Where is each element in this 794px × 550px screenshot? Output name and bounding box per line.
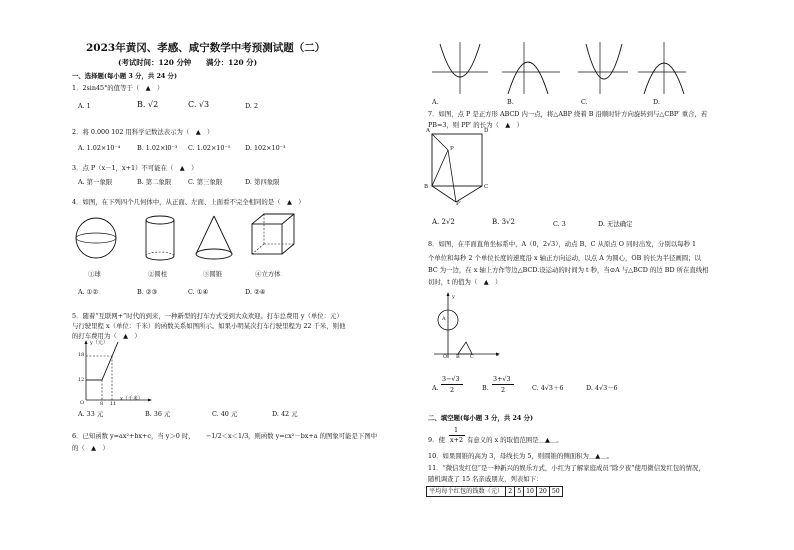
q5-line3: 的打车费用为（ ▲ ）	[72, 332, 141, 340]
q5-graph-ytick-12: 12	[78, 377, 85, 383]
q8-line4: 切时，t 的值为（ ▲ ）	[428, 278, 502, 286]
q7-option-c[interactable]: C. 3	[553, 220, 566, 228]
q11-table	[426, 486, 563, 497]
q9-frac-den: x+2	[450, 436, 464, 444]
q8-option-b-label[interactable]: B.	[482, 384, 489, 392]
section2-heading: 二、填空题(每小题 3 分，共 24 分)	[428, 414, 533, 422]
q8-option-b-num: 3+√3	[493, 375, 511, 383]
q1-option-b[interactable]: B. √2	[137, 100, 159, 109]
q2-option-d[interactable]: D. 102×10⁻³	[245, 144, 286, 152]
q5-graph-ytick-18: 18	[78, 352, 85, 358]
q7-option-a[interactable]: A. 2√2	[432, 218, 455, 226]
q11-table-cell: 2	[506, 487, 515, 497]
q5-line2: 与行驶里程 x（单位：千米）的函数关系如图所示。如果小明某次打车行驶里程为 22 千米，则他	[72, 322, 346, 330]
q8-option-b-bar	[492, 384, 514, 385]
q11-line1: 11．“微信发红包”是一种新兴的娱乐方式，小红为了解家庭成员“除夕夜”使用微信发红包的情况，	[428, 464, 705, 472]
q7-option-b[interactable]: B. 3√2	[492, 218, 515, 226]
q6-option-a[interactable]: A.	[432, 98, 439, 106]
q8-option-b-den: 2	[501, 386, 506, 394]
q2-option-a[interactable]: A. 1.02×10⁻⁴	[78, 144, 121, 152]
q8-coordinate-figure	[430, 292, 500, 362]
q8-line1: 8．如图，在平面直角坐标系中，A（0，2√3），动点 B、C 从原点 O 同时出发，分别以每秒 1	[428, 240, 697, 248]
q9-frac-num: 1	[454, 426, 459, 434]
page-title: 2023年黄冈、孝感、咸宁数学中考预测试题（二）	[86, 42, 326, 54]
q4-label-cube: ④立方体	[255, 270, 281, 278]
q7-option-d[interactable]: D. 无法确定	[598, 220, 633, 228]
q11-table-cell: 10	[524, 487, 537, 497]
q6-option-b[interactable]: B.	[507, 98, 514, 106]
q6-line2: 的（ ▲ ）	[72, 444, 109, 452]
q7-label-D: D	[484, 128, 489, 134]
q11-table-cell: 20	[537, 487, 550, 497]
q1-option-c[interactable]: C. √3	[188, 100, 210, 109]
q7-square-figure	[428, 130, 488, 210]
q8-label-A: A	[442, 316, 446, 322]
q6-stem: 6．已知函数 y=ax²+bx+c，当 y＞0 时，	[72, 432, 195, 440]
q6-condition: −1/2＜x＜1/3	[206, 432, 249, 440]
q1-option-d[interactable]: D. 2	[245, 102, 259, 110]
q1-option-a[interactable]: A. 1	[78, 102, 91, 110]
q11-table-cell: 50	[549, 487, 562, 497]
q3-option-b[interactable]: B. 第二象限	[137, 178, 172, 186]
q8-label-y: y	[452, 294, 455, 300]
q9-post[interactable]: 有意义的 x 的取值范围是＿▲＿。	[467, 436, 563, 444]
q8-option-a-num: 3−√3	[442, 375, 460, 383]
q5-graph-xlabel: x（千米）	[120, 396, 143, 402]
q7-label-B: B	[424, 184, 429, 190]
q1-stem: 1．2sin45°的值等于（ ▲ ）	[72, 84, 164, 92]
q2-stem: 2．将 0.000 102 用科学记数法表示为（ ▲ ）	[72, 128, 214, 136]
q6-parabola-options	[428, 40, 688, 96]
q6-option-c[interactable]: C.	[581, 98, 588, 106]
section1-heading: 一、选择题(每小题 3 分，共 24 分)	[72, 72, 177, 80]
q5-graph-xtick-11: 11	[110, 401, 117, 407]
q8-option-a-den: 2	[450, 386, 455, 394]
q3-stem: 3．点 P（x－1，x+1）不可能在（ ▲ ）	[72, 164, 198, 172]
q8-line3: BC 为一边，在 x 轴上方作等边△BCD.设运动的时间为 t 秒，当⊙A 与△BCD 的边 BD 所在直线相	[428, 266, 709, 274]
q4-option-b[interactable]: B. ②③	[137, 288, 158, 296]
q8-option-a-bar	[441, 384, 463, 385]
q7-line2: PB=3，则 PP′ 的长为（ ▲ ）	[428, 121, 523, 129]
q8-label-O: O	[443, 354, 448, 360]
q8-option-a-label[interactable]: A.	[432, 384, 439, 392]
q8-option-c[interactable]: C. 4√3＋6	[532, 384, 564, 392]
q11-table-head: 平均每个红包的钱数（元）	[427, 487, 506, 497]
q4-label-sphere: ①球	[88, 270, 101, 278]
q11-table-cell: 5	[515, 487, 524, 497]
q6-option-d[interactable]: D.	[653, 98, 660, 106]
q5-line1: 5．随着“互联网+”时代的到来，一种新型的打车方式受到大众欢迎。打车总费用 y（单位：元）	[72, 312, 343, 320]
q8-label-x: x	[496, 352, 499, 358]
q4-label-cone: ③圆锥	[203, 270, 223, 278]
q5-graph-ylabel: y（元）	[90, 340, 108, 346]
q5-option-a[interactable]: A. 33 元	[78, 410, 104, 418]
q7-label-P-prime: P′	[456, 201, 461, 207]
q7-label-A: A	[426, 128, 430, 134]
q7-line1: 7．如图，点 P 是正方形 ABCD 内一点，将△ABP 绕着 B 沿顺时针方向旋转到与△CBP′ 重合，若	[428, 110, 708, 118]
q10-stem[interactable]: 10．如果圆锥的高为 3，母线长为 5，则圆锥的侧面积为＿▲＿。	[428, 452, 614, 460]
table-row	[427, 487, 563, 497]
q4-label-cylinder: ②圆柱	[148, 270, 168, 278]
page-subtitle: (考试时间：120 分钟 满分：120 分)	[118, 58, 258, 67]
q7-label-C: C	[484, 184, 489, 190]
q4-option-c[interactable]: C. ①④	[188, 288, 209, 296]
q5-option-b[interactable]: B. 36 元	[145, 410, 171, 418]
q3-option-a[interactable]: A. 第一象限	[78, 178, 113, 186]
q3-option-d[interactable]: D. 第四象限	[245, 178, 280, 186]
q11-line2: 随机调查了 15 名亲戚朋友，列表如下：	[428, 475, 543, 483]
q2-option-c[interactable]: C. 1.02×10⁻⁵	[188, 144, 231, 152]
q2-option-b[interactable]: B. 1.02×l0⁻³	[137, 144, 178, 152]
q8-option-d[interactable]: D. 4√3－6	[586, 384, 618, 392]
q4-option-a[interactable]: A. ①②	[78, 288, 99, 296]
q8-label-B: B	[456, 354, 460, 360]
q5-option-d[interactable]: D. 42 元	[272, 410, 298, 418]
q8-label-C: C	[470, 354, 474, 360]
q6-tail: ，则函数 y=cx²－bx+a 的图象可能是下图中	[248, 432, 378, 440]
q7-label-P: P	[450, 146, 454, 152]
q5-graph-xtick-8: 8	[100, 401, 104, 407]
q9-pre: 9．使	[428, 436, 445, 444]
q5-option-c[interactable]: C. 40 元	[212, 410, 238, 418]
q3-option-c[interactable]: C. 第三象限	[188, 178, 223, 186]
q4-stem: 4．如图，在下列四个几何体中，从正面、左面、上面看不完全相同的是（ ▲ ）	[72, 198, 305, 206]
q8-line2: 个单位和每秒 2 个单位长度的速度沿 x 轴正方向运动，以点 A 为圆心，OB 的长为半径画圆；以	[428, 254, 701, 262]
q5-graph-origin: O	[80, 400, 85, 406]
q4-option-d[interactable]: D. ②④	[245, 288, 266, 296]
